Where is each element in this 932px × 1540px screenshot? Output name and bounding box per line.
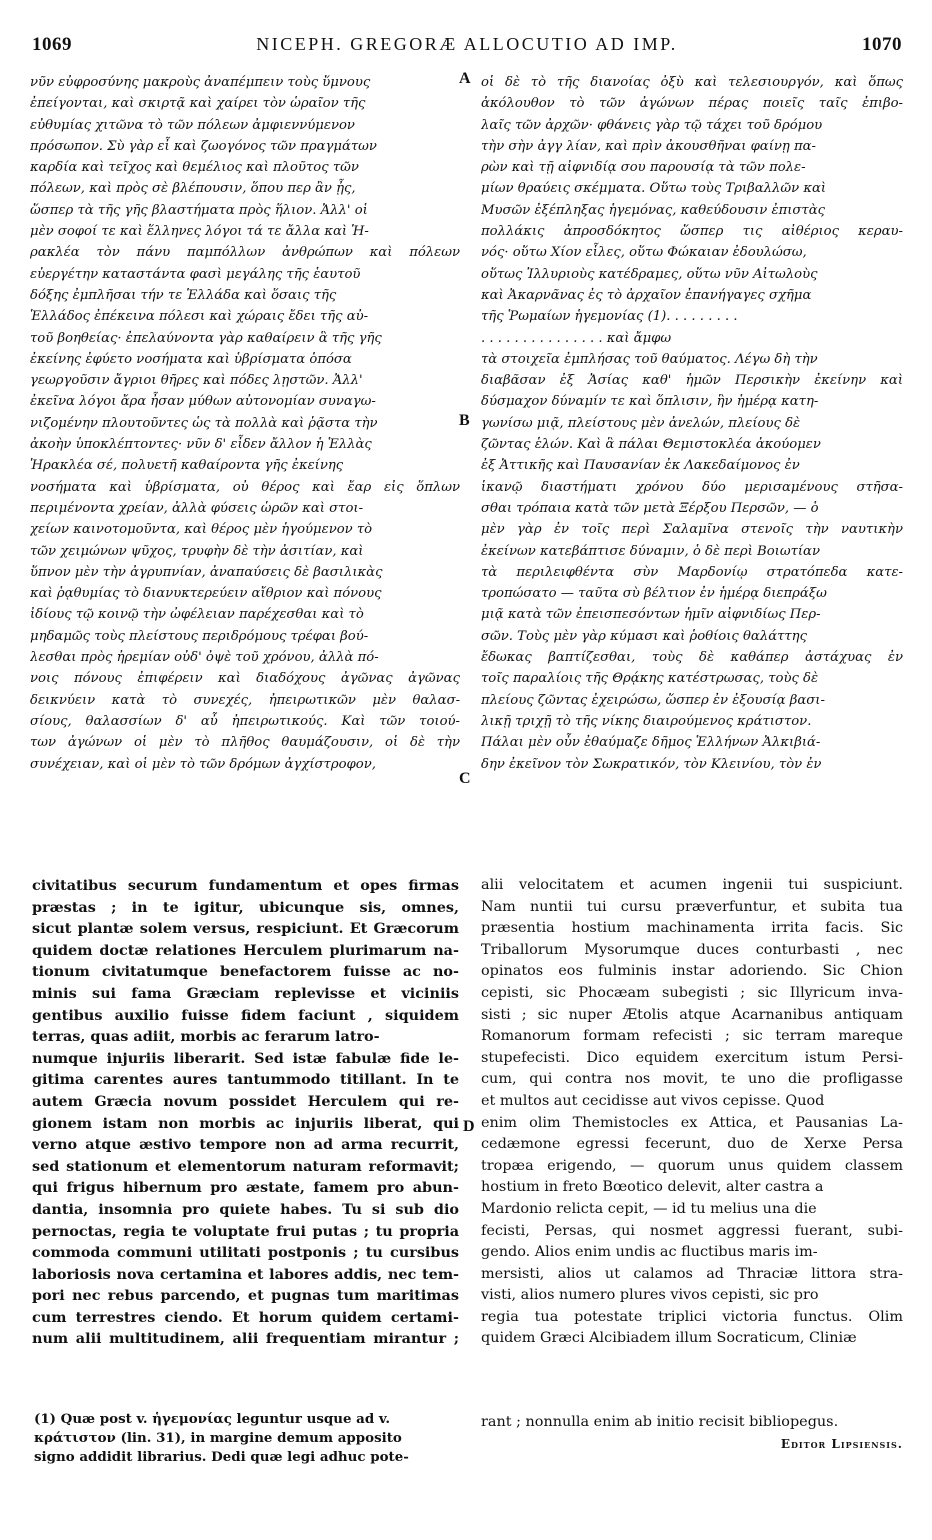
greek-line: τῆς Ῥωμαίων ἡγεμονίας (1). . . . . . . . .: [481, 309, 738, 325]
greek-line: Πάλαι μὲν οὖν ἐθαύμαζε δῆμος Ἑλλήνων Ἀλκιβιά-: [481, 735, 821, 751]
latin-line: gentibus auxilio fuisse fidem faciunt , siquidem: [32, 1006, 459, 1024]
greek-line: ἱκανῷ διαστήματι χρόνου δύο μερισαμένους στῆσα-: [481, 479, 903, 495]
greek-line: μὲν σοφοί τε καὶ ἕλληνες λόγοι τά τε ἄλλα καὶ Ἡ-: [30, 224, 369, 240]
greek-line: σθαι τρόπαια κατὰ τῶν μετὰ Ξέρξου Περσῶν, — ὁ: [481, 500, 819, 516]
latin-text-right-column: [481, 875, 903, 1350]
latin-line: et multos aut cecidisse aut vivos cepisse. Quod: [481, 1092, 825, 1109]
greek-line: ἐκείνης ἐφύετο νοσήματα καὶ ὑβρίσματα ὁπόσα: [30, 351, 352, 367]
greek-line: λαῖς τῶν ἀρχῶν· φθάνεις γὰρ τῷ τάχει τοῦ δρόμου: [481, 117, 823, 133]
greek-line: οἱ δὲ τὸ τῆς διανοίας ὀξὺ καὶ τελεσιουργόν, καὶ ὅπως: [481, 75, 903, 90]
footnote-line: (1) Quæ post v. ἡγεμονίας leguntur usque ad v.: [34, 1411, 390, 1427]
greek-line: δύσμαχον δύναμίν τε καὶ ὅπλισιν, ἣν ἡμέρᾳ κατη-: [481, 394, 819, 410]
latin-line: Nam nuntii tui cursu præverfuntur, et subita tua: [481, 898, 903, 915]
greek-line: Μυσῶν ἐξέπληξας ἡγεμόνας, καθεύδουσιν ἐπιστὰς: [481, 202, 826, 218]
latin-line: mersisti, alios ut calamos ad Thraciæ littora stra-: [481, 1265, 903, 1282]
greek-line: γωνίσω μιᾷ, πλείστους μὲν ἀνελών, πλείους δὲ: [481, 415, 801, 431]
greek-line: καὶ Ἀκαρνᾶνας ἐς τὸ ἀρχαῖον ἐπανήγαγες σχῆμα: [481, 287, 812, 303]
greek-line: τὰ στοιχεῖα ἐμπλήσας τοῦ θαύματος. Λέγω δὴ τὴν: [481, 351, 818, 367]
greek-line: δεικνύειν κατὰ τὸ συνεχές, ἠπειρωτικῶν μὲν θαλασ-: [30, 692, 460, 708]
running-header: [32, 34, 902, 64]
greek-line: ἐκείνων κατεβάπτισε δύναμιν, ὁ δὲ περὶ Βοιωτίαν: [481, 543, 820, 559]
greek-line: Ἡρακλέα σέ, πολυετῆ καθαίροντα γῆς ἐκείνης: [30, 458, 344, 474]
greek-line: πολλάκις ἀπροσδόκητος ὥσπερ τις αἰθέριος κεραυ-: [481, 224, 903, 240]
greek-line: τὴν σὴν ἀγγ λίαν, καὶ πρὶν ἀκουσθῆναι φαίνῃ πα-: [481, 138, 817, 154]
latin-line: cepisti, sic Phocæam subegisti ; sic Illyricum inva-: [481, 984, 903, 1001]
greek-line: νοσήματα καὶ ὑβρίσματα, οὐ θέρος καὶ ἔαρ εἰς ὅπλων: [30, 479, 460, 495]
section-marker-b: B: [459, 412, 470, 429]
greek-line: λεσθαι πρὸς ἠρεμίαν οὐδ' ὀψὲ τοῦ χρόνου, ἀλλὰ πό-: [30, 650, 379, 666]
greek-line: ἐκεῖνα λόγοι ἄρα ἦσαν μύθων αὐτονομίαν συναγω-: [30, 394, 376, 410]
footnote-line: signo addidit librarius. Dedi quæ legi adhuc pote-: [34, 1449, 409, 1466]
greek-line: λικῇ τριχῇ τὸ τῆς νίκης διαιρούμενος κράτιστον.: [481, 713, 812, 729]
section-marker-c: C: [459, 770, 471, 787]
latin-line: cum, qui contra nos movit, te uno die profligasse: [481, 1071, 903, 1088]
greek-line: . . . . . . . . . . . . . . . καὶ ἄμφω: [481, 330, 672, 346]
greek-line: καὶ ῥᾳθυμίας τὸ διανυκτερεύειν αἴθριον καὶ πόνους: [30, 586, 382, 602]
latin-line: pori nec rebus parcendo, et pugnas tum maritimas: [32, 1287, 459, 1305]
latin-line: commoda communi utilitati postponis ; tu cursibus: [32, 1244, 459, 1262]
latin-line: minis sui fama Græciam replevisse et viciniis: [32, 984, 459, 1002]
latin-line: cum terrestres ciendo. Et horum quidem certami-: [32, 1308, 459, 1326]
latin-line: Romanorum formam refecisti ; sic terram mareque: [481, 1028, 903, 1045]
latin-line: num alii multitudinem, alii frequentiam mirantur ;: [32, 1330, 459, 1348]
section-marker-d: D: [463, 1118, 475, 1135]
greek-line: τοῦ βοηθείας· ἐπελαύνοντα γὰρ καθαίρειν ἃ τῆς γῆς: [30, 330, 382, 346]
greek-line: ἰδίους τῷ κοινῷ τὴν ὠφέλειαν παρέχεσθαι καὶ τὸ: [30, 607, 364, 623]
latin-line: præsentia hostium machinamenta irrita facis. Sic: [481, 920, 903, 937]
latin-line: opinatos eos fulminis instar adoriendo. Sic Chion: [481, 963, 903, 980]
greek-line: σίους, θαλασσίων δ' αὖ ἠπειρωτικούς. Καὶ τῶν τοιού-: [30, 713, 460, 729]
greek-line: καρδία καὶ τεῖχος καὶ θεμέλιος καὶ πλοῦτος τῶν: [30, 160, 359, 176]
latin-line: numque injuriis liberarit. Sed istæ fabulæ fide le-: [32, 1049, 459, 1067]
latin-line: civitatibus securum fundamentum et opes firmas: [32, 877, 459, 894]
latin-line: sisti ; sic nuper Ætolis atque Acarnanibus antiquam: [481, 1006, 903, 1023]
greek-line: ρακλέα τὸν πάνυ παμπόλλων ἀνθρώπων καὶ πόλεων: [30, 245, 460, 261]
latin-line: verno atque æstivo tempore non ad arma recurrit,: [32, 1136, 459, 1154]
greek-text-right-column: [481, 72, 903, 775]
latin-line: alii velocitatem et acumen ingenii tui suspiciunt.: [481, 877, 903, 893]
greek-line: διαβᾶσαν ἐξ Ἀσίας καθ' ἡμῶν Περσικὴν ἐκείνην καὶ: [481, 373, 903, 389]
latin-line: quidem doctæ relationes Herculem plurimarum na-: [32, 941, 459, 959]
greek-line: ἐπείγονται, καὶ σκιρτᾷ καὶ χαίρει τὸν ὡραῖον τῆς: [30, 96, 366, 112]
latin-line: sicut plantæ solem versus, respiciunt. Et Græcorum: [32, 920, 459, 938]
latin-line: hostium in freto Bœotico delevit, alter castra a: [481, 1179, 824, 1196]
greek-line: νῦν εὐφροσύνης μακροὺς ἀναπέμπειν τοὺς ὕμνους: [30, 75, 371, 90]
greek-line: συνέχειαν, καὶ οἱ μὲν τὸ τῶν δρόμων ἀγχίστροφον,: [30, 756, 376, 772]
latin-line: fecisti, Persas, qui nosmet aggressi fuerant, subi-: [481, 1222, 903, 1239]
greek-line: νιζομένην πλουτοῦντες ὡς τὰ πολλὰ καὶ ῥᾷστα τὴν: [30, 415, 378, 431]
greek-line: μίων θραύεις σκέμματα. Οὕτω τοὺς Τριβαλλῶν καὶ: [481, 181, 827, 197]
latin-line: dantia, insomnia pro quiete habes. Tu si sub dio: [32, 1200, 459, 1218]
editor-signature: Editor Lipsiensis.: [780, 1436, 903, 1451]
latin-line: enim olim Themistocles ex Attica, et Pausanias La-: [481, 1114, 903, 1131]
latin-line: præstas ; in te igitur, ubicunque sis, omnes,: [32, 898, 459, 916]
greek-line: τῶν χειμώνων ψῦχος, τρυφὴν δὲ τὴν ἀσιτίαν, καὶ: [30, 543, 364, 559]
greek-line: ἐξ Ἀττικῆς καὶ Παυσανίαν ἐκ Λακεδαίμονος ἐν: [481, 458, 800, 474]
latin-line: tionum civitatumque benefactorem fuisse ac no-: [32, 963, 459, 981]
greek-line: πλείους ζῶντας ἐχειρώσω, ὥσπερ ἐν ἐξουσίᾳ βασι-: [481, 692, 825, 708]
greek-line: ὥσπερ τὰ τῆς γῆς βλαστήματα πρὸς ἥλιον. Ἀλλ' οἱ: [30, 202, 368, 218]
greek-line: οὕτως Ἰλλυριοὺς κατέδραμες, οὕτω νῦν Αἰτωλοὺς: [481, 266, 818, 282]
greek-line: μηδαμῶς τοὺς πλείστους περιδρόμους τρέφαι βού-: [30, 628, 369, 644]
greek-line: γεωργοῦσιν ἄγριοι θῆρες καὶ πόδες λῃστῶν. Ἀλλ': [30, 373, 363, 389]
greek-line: ἀκοὴν ὑποκλέπτοντες· νῦν δ' εἶδεν ἄλλον ἡ Ἑλλὰς: [30, 437, 372, 453]
latin-line: terras, quas adiit, morbis ac ferarum latro-: [32, 1028, 380, 1046]
greek-line: περιμένοντα χρείαν, ἀλλὰ φύσεις ὡρῶν καὶ στοι-: [30, 500, 364, 516]
greek-line: ρὼν καὶ τῇ αἰφνιδίᾳ σου παρουσίᾳ τὰ τῶν πολε-: [481, 160, 806, 176]
greek-line: ζῶντας ἑλών. Καὶ ἃ πάλαι Θεμιστοκλέα ἀκούομεν: [481, 437, 821, 453]
greek-line: ὕπνον μὲν τὴν ἀγρυπνίαν, ἀναπαύσεις δὲ βασιλικὰς: [30, 564, 383, 580]
greek-line: Ἑλλάδος ἐπέκεινα πόλεσι καὶ χώραις ἔδει τῆς αὐ-: [30, 309, 369, 325]
greek-line: μὲν γὰρ ἐν τοῖς περὶ Σαλαμῖνα στενοῖς τὴν ναυτικὴν: [481, 522, 903, 538]
latin-line: autem Græcia novum possidet Herculem qui re-: [32, 1092, 459, 1110]
greek-line: τοῖς παραλίοις τῆς Θρᾴκης κατέστρωσας, τοὺς δὲ: [481, 671, 819, 687]
latin-line: gionem istam non morbis ac injuriis liberat, qui: [32, 1114, 459, 1132]
greek-text-left-column: [30, 72, 460, 775]
section-marker-a: A: [459, 70, 471, 87]
latin-line: visti, alios numero plures vivos cepisti, sic pro: [481, 1287, 819, 1304]
latin-line: gendo. Alios enim undis ac fluctibus maris im-: [481, 1244, 818, 1261]
latin-line: gitima carentes aures tantummodo titillant. In te: [32, 1071, 459, 1089]
greek-line: χείων καινοτομοῦντα, καὶ θέρος μὲν ἡγούμενον τὸ: [30, 522, 373, 538]
latin-line: qui frigus hibernum pro æstate, famem pro abun-: [32, 1179, 459, 1197]
latin-line: tropæa erigendo, — quorum unus quidem classem: [481, 1157, 903, 1174]
latin-line: regia tua potestate triplici victoria functus. Olim: [481, 1308, 903, 1325]
latin-line: pernoctas, regia te voluptate frui putas ; tu propria: [32, 1222, 459, 1240]
running-title: NICEPH. GREGORÆ ALLOCUTIO AD IMP.: [256, 34, 678, 54]
latin-line: quidem Græci Alcibiadem illum Socraticum, Cliniæ: [481, 1330, 857, 1347]
footnote: [34, 1410, 459, 1468]
latin-line: laboriosis nova certamina et labores addis, nec tem-: [32, 1265, 459, 1283]
greek-line: μιᾷ κατὰ τῶν ἐπεισπεσόντων ἡμῖν αἰφνιδίως Περ-: [481, 607, 821, 623]
greek-line: δόξης ἐμπλῆσαι τήν τε Ἑλλάδα καὶ ὅσαις τῆς: [30, 287, 337, 303]
latin-line: sed stationum et elementorum naturam reformavit;: [32, 1157, 459, 1175]
left-column-number: 1069: [32, 34, 72, 55]
greek-line: εὐεργέτην καταστάντα φασὶ μεγάλης τῆς ἑαυτοῦ: [30, 266, 361, 282]
greek-line: δην ἐκεῖνον τὸν Σωκρατικόν, τὸν Κλεινίου, τὸν ἐν: [481, 756, 822, 772]
greek-line: των ἀγώνων οἱ μὲν τὸ πλῆθος θαυμάζουσιν, οἱ δὲ τὴν: [30, 735, 460, 751]
footnote-continuation-line: rant ; nonnulla enim ab initio recisit bibliopegus.: [481, 1414, 839, 1430]
latin-line: Mardonio relicta cepit, — id tu melius una die: [481, 1200, 817, 1217]
greek-line: σῶν. Τοὺς μὲν γὰρ κύμασι καὶ ῥοθίοις θαλάττης: [481, 628, 807, 644]
greek-line: ἔδωκας βαπτίζεσθαι, τοὺς δὲ καθάπερ ἀστάχυας ἐν: [481, 650, 903, 666]
footnote-continuation: [481, 1412, 903, 1455]
latin-line: stupefecisti. Dico equidem exercitum istum Persi-: [481, 1049, 903, 1066]
greek-line: νός· οὕτω Χίον εἷλες, οὕτω Φώκαιαν ἐδουλώσω,: [481, 245, 807, 261]
greek-line: πόλεων, καὶ πρὸς σὲ βλέπουσιν, ὅπου περ ἂν ᾖς,: [30, 181, 356, 197]
greek-line: τὰ περιλειφθέντα σὺν Μαρδονίῳ στρατόπεδα κατε-: [481, 564, 903, 580]
greek-line: τροπώσατο — ταῦτα σὺ βέλτιον ἐν ἡμέρᾳ διεπράξω: [481, 586, 827, 602]
greek-line: εὐθυμίας χιτῶνα τὸ τῶν πόλεων ἀμφιεννύμενον: [30, 117, 355, 133]
latin-line: Triballorum Mysorumque duces conturbasti , nec: [481, 941, 903, 958]
right-column-number: 1070: [862, 34, 902, 55]
greek-line: νοις πόνους ἐπιφέρειν καὶ διαδόχους ἀγῶνας ἀγῶνας: [30, 671, 460, 687]
latin-text-left-column: [32, 875, 459, 1350]
greek-line: πρόσωπον. Σὺ γὰρ εἶ καὶ ζωογόνος τῶν πραγμάτων: [30, 138, 377, 154]
latin-line: cedæmone egressi fecerunt, duo de Xerxe Persa: [481, 1136, 903, 1153]
greek-line: ἀκόλουθον τὸ τῶν ἀγώνων πέρας ποιεῖς ταῖς ἐπιβο-: [481, 96, 903, 112]
footnote-line: κράτιστον (lin. 31), in margine demum apposito: [34, 1430, 402, 1447]
